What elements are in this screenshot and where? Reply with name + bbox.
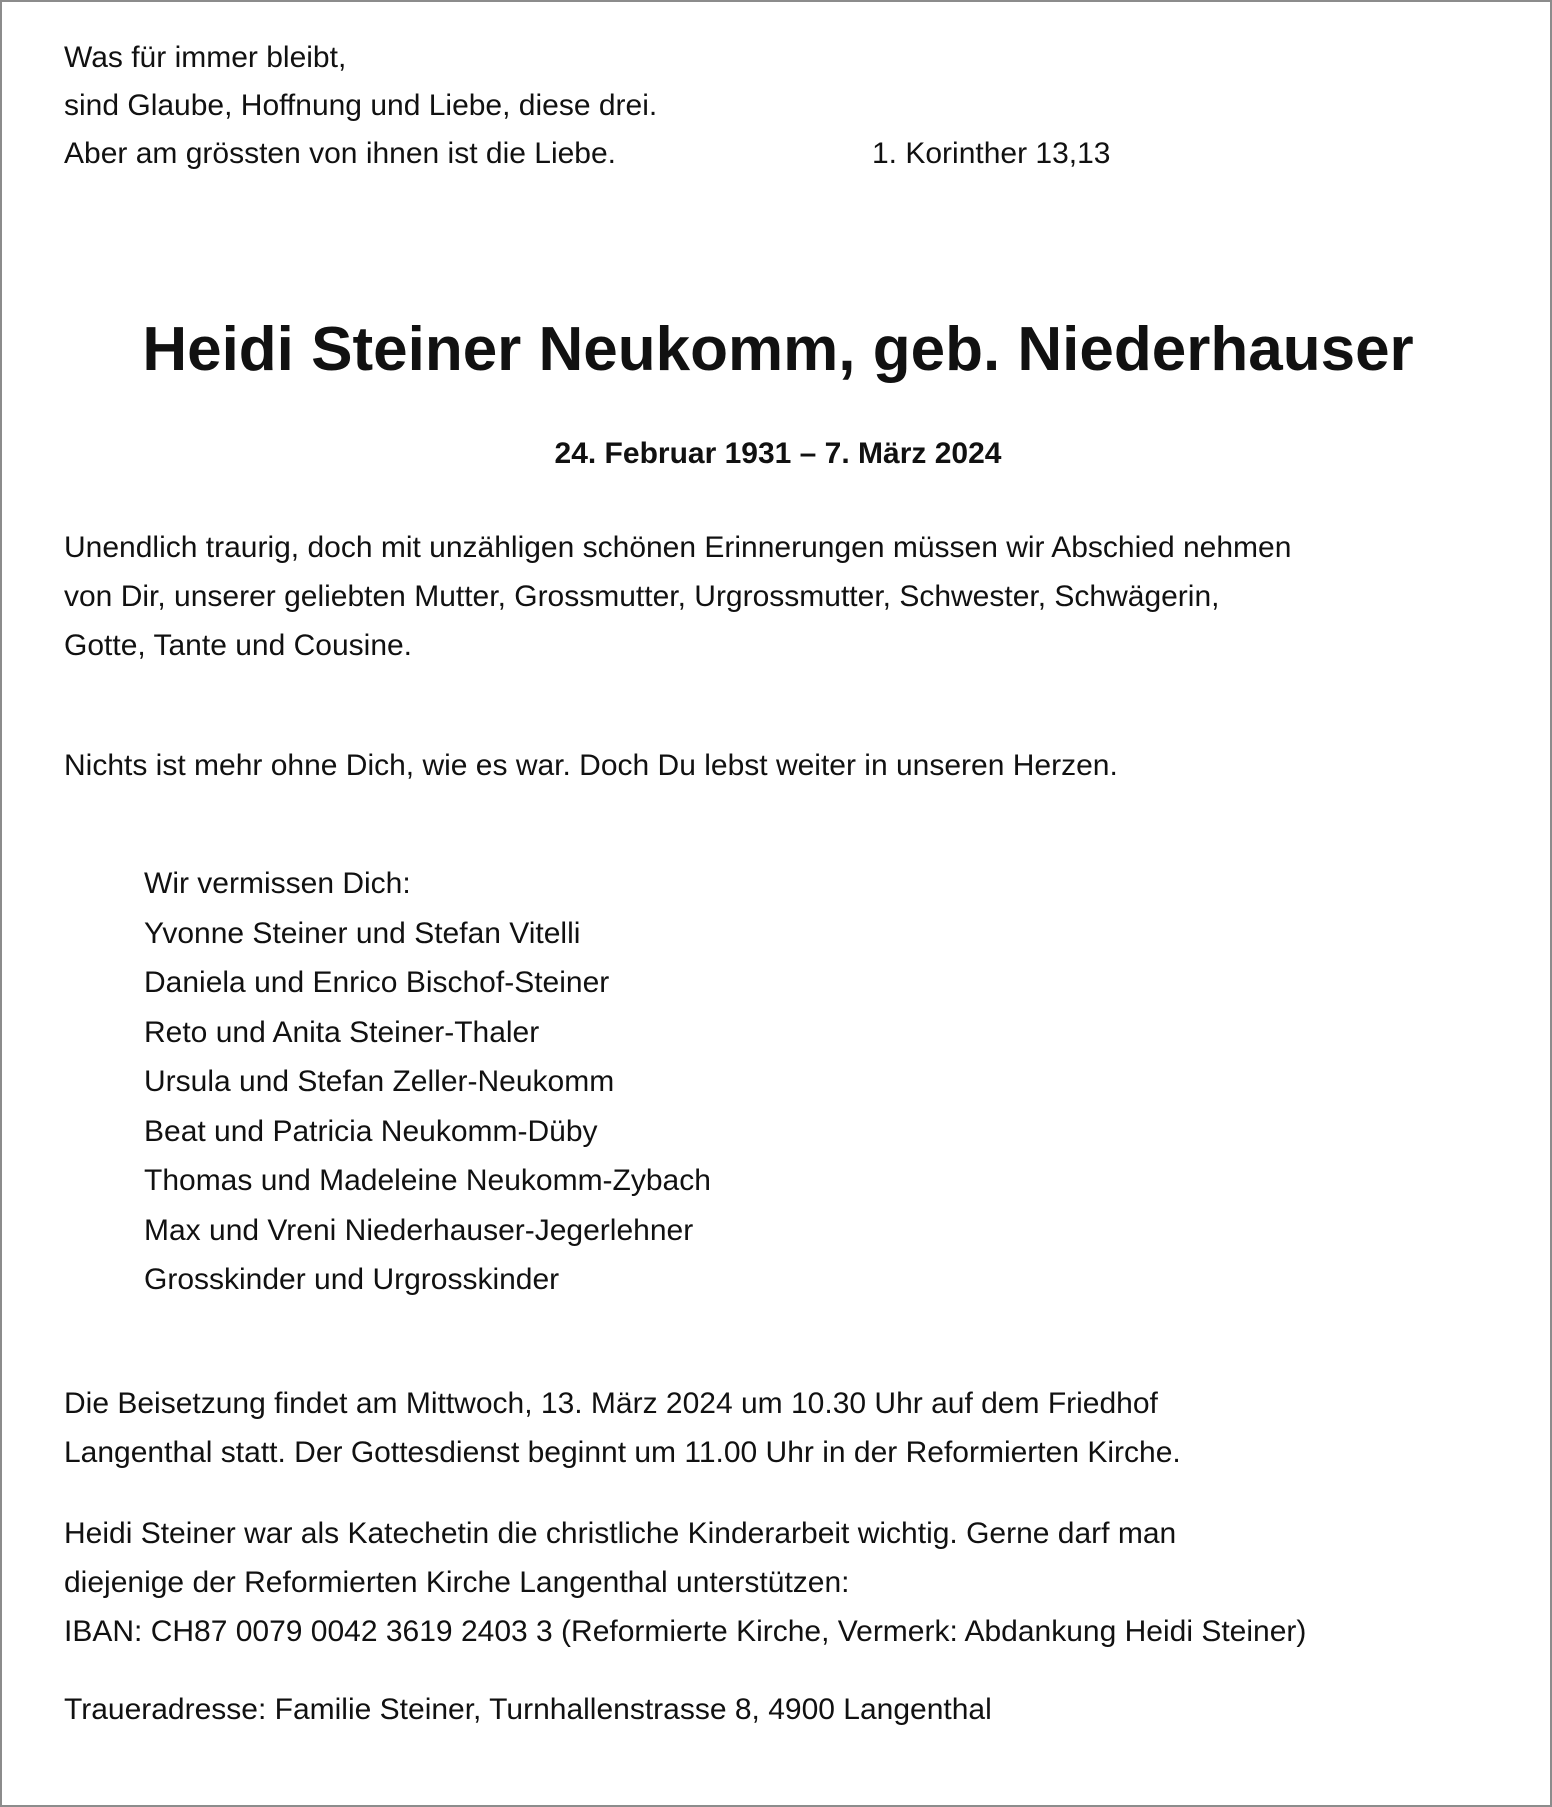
mourner-name: Max und Vreni Niederhauser-Jegerlehner xyxy=(144,1213,694,1247)
mourner-name: Reto und Anita Steiner-Thaler xyxy=(144,1015,540,1049)
mourners-list xyxy=(144,859,711,1305)
bible-verse xyxy=(64,34,657,178)
mourners-intro: Wir vermissen Dich: xyxy=(144,867,411,900)
farewell-line: von Dir, unserer geliebten Mutter, Grossmutter, Urgrossmutter, Schwester, Schwägerin, xyxy=(64,580,1220,613)
mourning-address: Traueradresse: Familie Steiner, Turnhallenstrasse 8, 4900 Langenthal xyxy=(64,1693,992,1726)
remembrance-paragraph: Nichts ist mehr ohne Dich, wie es war. Doch Du lebst weiter in unseren Herzen. xyxy=(64,749,1118,782)
farewell-paragraph xyxy=(64,524,1291,671)
donation-paragraph xyxy=(64,1510,1306,1657)
funeral-line: Langenthal statt. Der Gottesdienst beginnt um 11.00 Uhr in der Reformierten Kirche. xyxy=(64,1436,1181,1469)
verse-reference: 1. Korinther 13,13 xyxy=(872,137,1111,170)
mourner-name: Beat und Patricia Neukomm-Düby xyxy=(144,1114,598,1148)
mourner-name: Ursula und Stefan Zeller-Neukomm xyxy=(144,1065,615,1098)
donation-line: diejenige der Reformierten Kirche Langenthal unterstützen: xyxy=(64,1566,850,1599)
mourner-name: Thomas und Madeleine Neukomm-Zybach xyxy=(144,1164,711,1197)
life-dates: 24. Februar 1931 – 7. März 2024 xyxy=(554,437,1002,470)
verse-line: Was für immer bleibt, xyxy=(64,41,347,74)
mourner-name: Daniela und Enrico Bischof-Steiner xyxy=(144,966,610,999)
donation-line: Heidi Steiner war als Katechetin die christliche Kinderarbeit wichtig. Gerne darf man xyxy=(64,1517,1177,1550)
donation-iban: IBAN: CH87 0079 0042 3619 2403 3 (Reformierte Kirche, Vermerk: Abdankung Heidi Steiner) xyxy=(64,1615,1307,1648)
farewell-line: Gotte, Tante und Cousine. xyxy=(64,629,413,662)
funeral-paragraph xyxy=(64,1380,1181,1478)
verse-line: sind Glaube, Hoffnung und Liebe, diese drei. xyxy=(64,89,658,122)
farewell-line: Unendlich traurig, doch mit unzähligen schönen Erinnerungen müssen wir Abschied nehmen xyxy=(64,531,1292,564)
mourner-name: Grosskinder und Urgrosskinder xyxy=(144,1263,560,1296)
mourner-name: Yvonne Steiner und Stefan Vitelli xyxy=(144,916,581,950)
verse-line: Aber am grössten von ihnen ist die Liebe. xyxy=(64,137,616,170)
funeral-line: Die Beisetzung findet am Mittwoch, 13. März 2024 um 10.30 Uhr auf dem Friedhof xyxy=(64,1387,1158,1420)
deceased-name: Heidi Steiner Neukomm, geb. Niederhauser xyxy=(142,315,1414,384)
